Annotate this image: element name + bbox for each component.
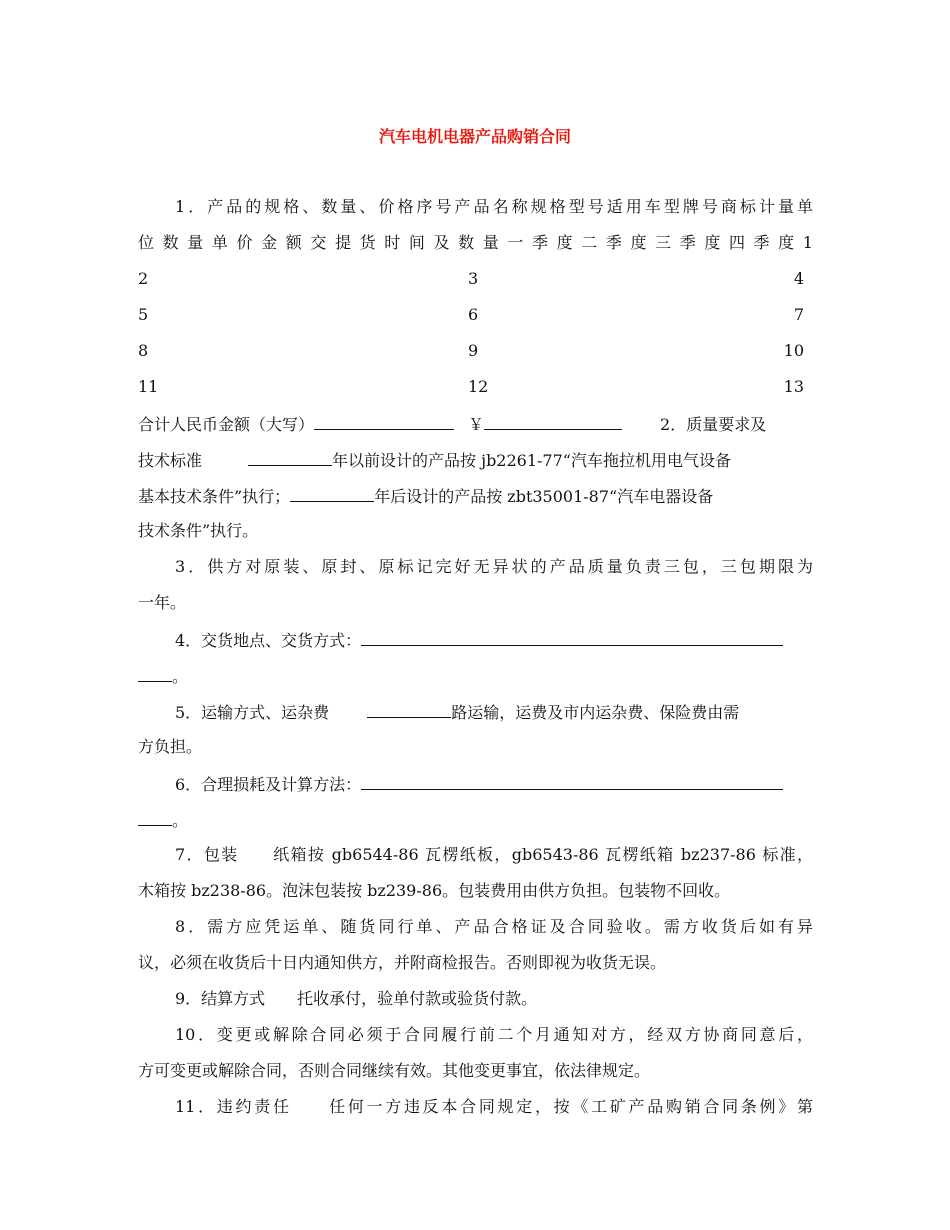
- clause-8-line-1: 8．需方应凭运单、随货同行单、产品合格证及合同验收。需方收货后如有异: [175, 917, 813, 936]
- clause-7-line-1: 7．包装 纸箱按 gb6544-86 瓦楞纸板，gb6543-86 瓦楞纸箱 bz237-86 标准，: [175, 845, 813, 864]
- table-cell: 9: [468, 341, 479, 360]
- delivery-blank-continued[interactable]: [138, 665, 172, 682]
- yuan-symbol: ￥: [468, 415, 485, 434]
- clause-7-line-2: 木箱按 bz238-86。泡沫包装按 bz239-86。包装费用由供方负担。包装物不回收。: [138, 881, 731, 900]
- total-amount-label: 合计人民币金额（大写）: [138, 415, 315, 434]
- clause-5-label: 5．运输方式、运杂费: [175, 703, 330, 722]
- amount-words-blank[interactable]: [314, 413, 454, 430]
- clause-5-line-2: 方负担。: [138, 737, 203, 756]
- clause-6-label: 6．合理损耗及计算方法：: [175, 775, 362, 794]
- year-after-blank[interactable]: [290, 485, 374, 502]
- table-cell: 7: [793, 305, 804, 324]
- table-cell: 12: [468, 377, 489, 396]
- table-cell: 4: [793, 269, 804, 288]
- table-cell: 6: [468, 305, 479, 324]
- clause-2-text-a: 年以前设计的产品按 jb2261-77“汽车拖拉机用电气设备: [332, 451, 731, 470]
- clause-2-label: 技术标准: [138, 451, 203, 470]
- clause-11-line-1: 11．违约责任 任何一方违反本合同规定，按《工矿产品购销合同条例》第: [175, 1097, 813, 1116]
- clause-1-line-2: 位 数 量 单 价 金 额 交 提 货 时 间 及 数 量 一 季 度 二 季 度 三 季 度 四 季 度 1: [138, 233, 813, 252]
- document-title: 汽车电机电器产品购销合同: [378, 127, 571, 146]
- table-cell: 10: [783, 341, 804, 360]
- total-amount-line: [138, 413, 813, 435]
- clause-5-text: 路运输，运费及市内运杂费、保险费由需: [451, 703, 740, 722]
- clause-2-text-c: 年后设计的产品按 zbt35001-87“汽车电器设备: [374, 487, 714, 506]
- clause-5-line-1: [175, 701, 813, 723]
- period: 。: [172, 667, 189, 686]
- clause-3-line-1: 3．供方对原装、原封、原标记完好无异状的产品质量负责三包，三包期限为: [175, 557, 813, 576]
- table-cell: 3: [468, 269, 479, 288]
- clause-6-line-1: [175, 773, 813, 795]
- clause-9-line-1: 9．结算方式 托收承付，验单付款或验货付款。: [175, 989, 538, 1008]
- clause-4-label: 4．交货地点、交货方式：: [175, 631, 362, 650]
- clause-2-line-2: [138, 449, 813, 471]
- delivery-blank[interactable]: [361, 629, 783, 646]
- clause-1-line-1: 1．产品的规格、数量、价格序号产品名称规格型号适用车型牌号商标计量单: [175, 197, 813, 216]
- clause-10-line-1: 10．变更或解除合同必须于合同履行前二个月通知对方，经双方协商同意后，: [175, 1025, 813, 1044]
- clause-2-line-3: [138, 485, 813, 507]
- loss-blank-continued[interactable]: [138, 809, 172, 826]
- table-cell: 8: [138, 341, 149, 360]
- clause-6-line-2: [138, 809, 813, 831]
- year-before-blank[interactable]: [248, 449, 332, 466]
- table-cell: 11: [138, 377, 159, 396]
- clause-2-line-4: 技术条件”执行。: [138, 521, 259, 540]
- clause-2-heading: 2．质量要求及: [660, 415, 767, 434]
- clause-10-line-2: 方可变更或解除合同，否则合同继续有效。其他变更事宜，依法律规定。: [138, 1061, 651, 1080]
- transport-blank[interactable]: [367, 701, 451, 718]
- clause-2-text-b: 基本技术条件”执行；: [138, 487, 291, 506]
- amount-figure-blank[interactable]: [484, 413, 622, 430]
- clause-8-line-2: 议，必须在收货后十日内通知供方，并附商检报告。否则即视为收货无误。: [138, 953, 667, 972]
- loss-calculation-blank[interactable]: [361, 773, 783, 790]
- table-cell: 5: [138, 305, 149, 324]
- clause-4-line-1: [175, 629, 813, 651]
- table-cell: 2: [138, 269, 149, 288]
- clause-4-line-2: [138, 665, 813, 687]
- table-cell: 13: [783, 377, 804, 396]
- clause-3-line-2: 一年。: [138, 593, 187, 612]
- period: 。: [172, 811, 189, 830]
